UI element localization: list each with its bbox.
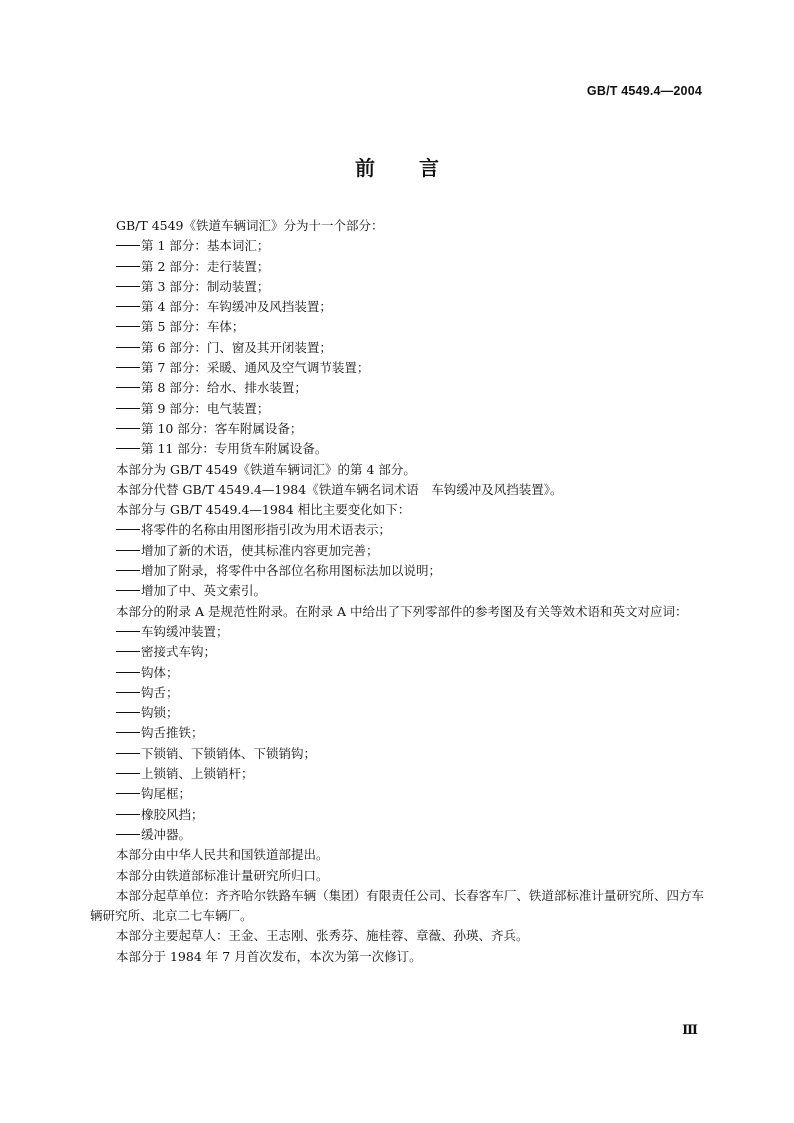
history-paragraph: 本部分于 1984 年 7 月首次发布，本次为第一次修订。 — [116, 948, 422, 964]
list-item: 第 1 部分：基本词汇； — [90, 236, 704, 256]
changes-list — [90, 520, 704, 601]
list-item: 密接式车钩； — [90, 642, 704, 662]
list-item: 橡胶风挡； — [90, 805, 704, 825]
list-item: 增加了中、英文索引。 — [90, 581, 704, 601]
dash-marker — [116, 367, 140, 368]
managed-paragraph: 本部分由铁道部标准计量研究所归口。 — [116, 867, 329, 883]
dash-marker — [116, 266, 140, 267]
list-item: 钩舌； — [90, 683, 704, 703]
list-item: 第 11 部分：专用货车附属设备。 — [90, 439, 704, 459]
list-item: 钩锁； — [90, 703, 704, 723]
list-item: 第 4 部分：车钩缓冲及风挡装置； — [90, 297, 704, 317]
list-item: 钩尾框； — [90, 784, 704, 804]
drafters-paragraph: 本部分主要起草人：王金、王志刚、张秀芬、施桂蓉、章薇、孙瑛、齐兵。 — [116, 928, 529, 944]
dash-marker — [116, 651, 140, 652]
dash-marker — [116, 773, 140, 774]
drafting-units-paragraph: 本部分起草单位：齐齐哈尔铁路车辆（集团）有限责任公司、长春客车厂、铁道部标准计量研究所、四方车辆研究所、北京二七车辆厂。 — [90, 887, 704, 924]
list-item: 下锁销、下锁销体、下锁销钩； — [90, 744, 704, 764]
list-item: 第 3 部分：制动装置； — [90, 277, 704, 297]
list-item: 第 7 部分：采暖、通风及空气调节装置； — [90, 358, 704, 378]
dash-marker — [116, 631, 140, 632]
dash-marker — [116, 672, 140, 673]
dash-marker — [116, 814, 140, 815]
intro-paragraph: GB/T 4549《铁道车辆词汇》分为十一个部分： — [116, 218, 384, 233]
dash-marker — [116, 448, 140, 449]
list-item: 增加了新的术语，使其标准内容更加完善； — [90, 541, 704, 561]
list-item: 第 9 部分：电气装置； — [90, 399, 704, 419]
dash-marker — [116, 590, 140, 591]
standard-code: GB/T 4549.4—2004 — [586, 84, 702, 98]
replaces-paragraph: 本部分代替 GB/T 4549.4—1984《铁道车辆名词术语 车钩缓冲及风挡装置》。 — [116, 481, 563, 497]
annex-items-list — [90, 622, 704, 845]
foreword-body — [90, 216, 704, 967]
list-item: 第 2 部分：走行装置； — [90, 257, 704, 277]
parts-list — [90, 236, 704, 459]
dash-marker — [116, 428, 140, 429]
dash-marker — [116, 326, 140, 327]
list-item: 车钩缓冲装置； — [90, 622, 704, 642]
list-item: 第 8 部分：给水、排水装置； — [90, 378, 704, 398]
dash-marker — [116, 793, 140, 794]
list-item: 钩舌推铁； — [90, 723, 704, 743]
list-item: 钩体； — [90, 663, 704, 683]
dash-marker — [116, 408, 140, 409]
dash-marker — [116, 834, 140, 835]
list-item: 第 6 部分：门、窗及其开闭装置； — [90, 338, 704, 358]
list-item: 将零件的名称由用图形指引改为用术语表示； — [90, 520, 704, 540]
dash-marker — [116, 732, 140, 733]
dash-marker — [116, 245, 140, 246]
page-title: 前言 — [355, 156, 483, 180]
list-item: 上锁销、上锁销杆； — [90, 764, 704, 784]
dash-marker — [116, 550, 140, 551]
changes-paragraph: 本部分与 GB/T 4549.4—1984 相比主要变化如下： — [116, 502, 411, 518]
page-number: Ⅲ — [682, 1022, 698, 1037]
dash-marker — [116, 692, 140, 693]
annex-paragraph: 本部分的附录 A 是规范性附录。在附录 A 中给出了下列零部件的参考图及有关等效术语和英文对应词： — [116, 603, 688, 619]
dash-marker — [116, 306, 140, 307]
this-part-paragraph: 本部分为 GB/T 4549《铁道车辆词汇》的第 4 部分。 — [116, 461, 416, 477]
dash-marker — [116, 529, 140, 530]
dash-marker — [116, 753, 140, 754]
dash-marker — [116, 387, 140, 388]
list-item: 增加了附录，将零件中各部位名称用图标法加以说明； — [90, 561, 704, 581]
dash-marker — [116, 286, 140, 287]
list-item: 第 10 部分：客车附属设备； — [90, 419, 704, 439]
dash-marker — [116, 712, 140, 713]
list-item: 缓冲器。 — [90, 825, 704, 845]
dash-marker — [116, 570, 140, 571]
dash-marker — [116, 347, 140, 348]
list-item: 第 5 部分：车体； — [90, 317, 704, 337]
proposed-paragraph: 本部分由中华人民共和国铁道部提出。 — [116, 847, 329, 863]
